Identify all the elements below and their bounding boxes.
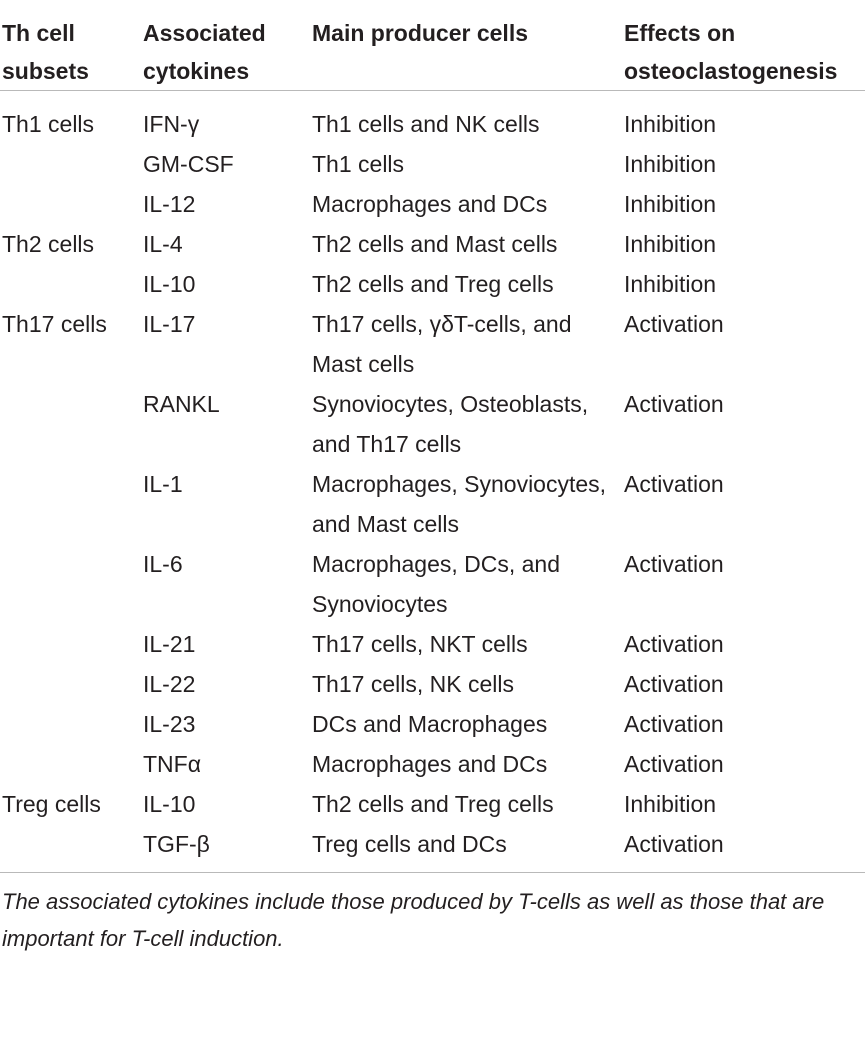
table-row (0, 664, 865, 704)
subset-cell (0, 744, 141, 784)
table-body (0, 91, 865, 873)
table-header (0, 0, 865, 91)
effect-cell: Activation (624, 631, 724, 657)
header-line: osteoclastogenesis (624, 58, 838, 84)
effect-cell: Activation (624, 391, 724, 417)
header-row (0, 0, 865, 91)
effect-cell: Activation (624, 471, 724, 497)
cytokine-cell: IL-1 (143, 471, 183, 497)
table-row (0, 624, 865, 664)
effect-cell: Activation (624, 831, 724, 857)
cytokine-cell: RANKL (143, 391, 220, 417)
table-row (0, 744, 865, 784)
subset-cell (0, 624, 141, 664)
producer-cell: Th1 cells and NK cells (312, 111, 540, 137)
effect-cell: Activation (624, 311, 724, 337)
cytokine-cell: IL-6 (143, 551, 183, 577)
effect-cell: Inhibition (624, 111, 717, 137)
header-line: subsets (2, 58, 89, 84)
producer-cell: DCs and Macrophages (312, 711, 548, 737)
cytokine-cell: GM-CSF (143, 151, 234, 177)
cytokine-cell: IL-23 (143, 711, 196, 737)
effect-cell: Activation (624, 751, 724, 777)
cytokine-cell: IL-10 (143, 791, 196, 817)
table-row (0, 91, 865, 145)
cytokine-cell: IL-21 (143, 631, 196, 657)
header-line: Th cell (2, 20, 75, 46)
subset-cell: Th2 cells (2, 231, 95, 257)
subset-cell (0, 704, 141, 744)
table-row (0, 224, 865, 264)
producer-cell: Th17 cells, NK cells (312, 671, 514, 697)
effect-cell: Inhibition (624, 231, 717, 257)
subset-cell: Treg cells (2, 791, 101, 817)
effect-cell: Inhibition (624, 791, 717, 817)
subset-cell: Th1 cells (2, 111, 95, 137)
table-row (0, 304, 865, 384)
subset-cell: Th17 cells (2, 311, 107, 337)
producer-cell: Th17 cells, NKT cells (312, 631, 528, 657)
subset-cell (0, 464, 141, 544)
producer-cell: Th2 cells and Mast cells (312, 231, 558, 257)
table-row (0, 184, 865, 224)
producer-cell: Macrophages, Synoviocytes, and Mast cells (312, 471, 607, 537)
header-th-cell-subsets (0, 0, 141, 91)
header-line: cytokines (143, 58, 250, 84)
subset-cell (0, 824, 141, 872)
table-row (0, 824, 865, 872)
header-line: Effects on (624, 20, 736, 46)
effect-cell: Activation (624, 671, 724, 697)
producer-cell: Treg cells and DCs (312, 831, 507, 857)
effect-cell: Inhibition (624, 151, 717, 177)
cytokine-cell: IFN-γ (143, 111, 200, 137)
table-row (0, 144, 865, 184)
cytokine-cell: TGF-β (143, 831, 210, 857)
header-associated-cytokines (141, 0, 309, 91)
effect-cell: Inhibition (624, 271, 717, 297)
cytokine-cell: IL-10 (143, 271, 196, 297)
subset-cell (0, 144, 141, 184)
cytokine-cell: IL-22 (143, 671, 196, 697)
header-effects-on-osteoclastogenesis (621, 0, 865, 91)
effect-cell: Activation (624, 551, 724, 577)
table-row (0, 384, 865, 464)
producer-cell: Macrophages and DCs (312, 751, 548, 777)
effect-cell: Activation (624, 711, 724, 737)
header-main-producer-cells (309, 0, 621, 91)
table-footnote: The associated cytokines include those produced by T-cells as well as those that are important for T-cell induction. (2, 889, 825, 951)
table-row (0, 544, 865, 624)
producer-cell: Th2 cells and Treg cells (312, 791, 554, 817)
cytokine-cell: TNFα (143, 751, 202, 777)
table-row (0, 264, 865, 304)
effect-cell: Inhibition (624, 191, 717, 217)
producer-cell: Macrophages, DCs, and Synoviocytes (312, 551, 561, 617)
producer-cell: Macrophages and DCs (312, 191, 548, 217)
subset-cell (0, 544, 141, 624)
header-line: Associated (143, 20, 266, 46)
cytokine-cell: IL-4 (143, 231, 183, 257)
table-row (0, 784, 865, 824)
producer-cell: Th17 cells, γδT-cells, and Mast cells (312, 311, 572, 377)
table-row (0, 464, 865, 544)
producer-cell: Th1 cells (312, 151, 405, 177)
subset-cell (0, 264, 141, 304)
subset-cell (0, 664, 141, 704)
cytokine-cell: IL-12 (143, 191, 196, 217)
subset-cell (0, 184, 141, 224)
producer-cell: Th2 cells and Treg cells (312, 271, 554, 297)
cytokine-cell: IL-17 (143, 311, 196, 337)
subset-cell (0, 384, 141, 464)
header-line: Main producer cells (312, 20, 529, 46)
table-row (0, 704, 865, 744)
producer-cell: Synoviocytes, Osteoblasts, and Th17 cells (312, 391, 589, 457)
